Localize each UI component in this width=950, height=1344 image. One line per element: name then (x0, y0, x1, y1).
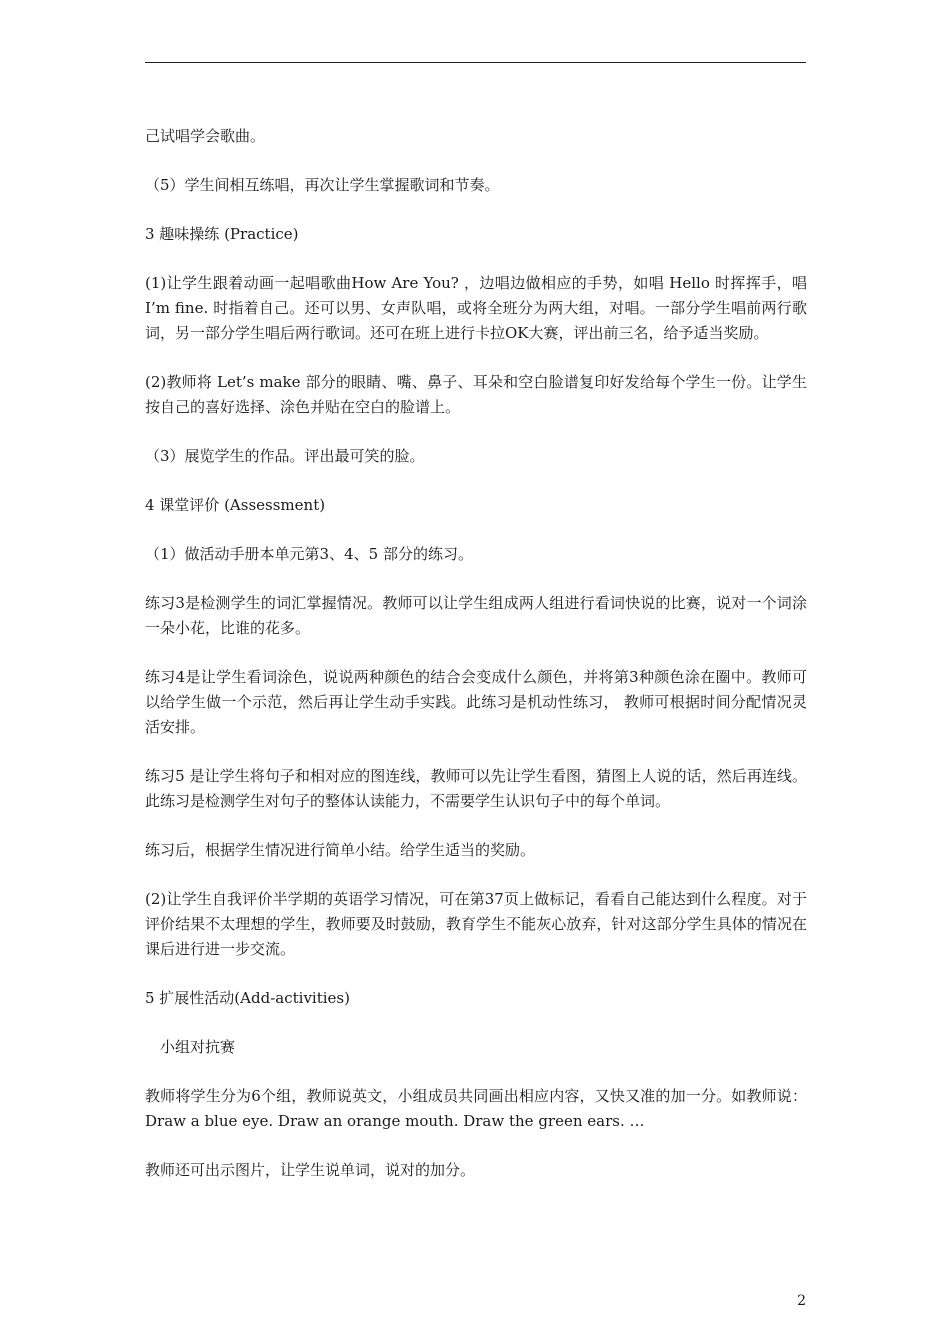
paragraph-exercise-4: 练习4是让学生看词涂色，说说两种颜色的结合会变成什么颜色，并将第3种颜色涂在圈中。教师可以给学生做一个示范，然后再让学生动手实践。此练习是机动性练习， 教师可根据时间分配情况灵活安排。 (145, 668, 807, 736)
paragraph-practice-2: (2)教师将 Let’s make 部分的眼睛、嘴、鼻子、耳朵和空白脸谱复印好发给每个学生一份。让学生按自己的喜好选择、涂色并贴在空白的脸谱上。 (145, 373, 807, 416)
paragraph-item-5: （5）学生间相互练唱，再次让学生掌握歌词和节奏。 (145, 176, 500, 194)
paragraph-exercise-5: 练习5 是让学生将句子和相对应的图连线，教师可以先让学生看图，猜图上人说的话，然后再连线。此练习是检测学生对句子的整体认读能力，不需要学生认识句子中的每个单词。 (145, 767, 807, 810)
paragraph-practice-3: （3）展览学生的作品。评出最可笑的脸。 (145, 447, 425, 465)
document-body (145, 124, 807, 1207)
section-heading-practice: 3 趣味操练 (Practice) (145, 225, 299, 243)
header-rule (145, 62, 806, 63)
paragraph-summary: 练习后，根据学生情况进行简单小结。给学生适当的奖励。 (145, 841, 536, 859)
section-heading-add-activities: 5 扩展性活动(Add-activities) (145, 989, 350, 1007)
paragraph-show-pictures: 教师还可出示图片，让学生说单词，说对的加分。 (145, 1161, 476, 1179)
paragraph-practice-1: (1)让学生跟着动画一起唱歌曲How Are You? ，边唱边做相应的手势，如唱 Hello 时挥挥手，唱 I’m fine. 时指着自己。还可以男、女声队唱，或将全班分为两大组，对唱。一部分学生唱前两行歌词，另一部分学生唱后两行歌词。还可在班上进行卡拉OK大赛，评出前三名，给予适当奖励。 (145, 274, 807, 342)
paragraph-assessment-1: （1）做活动手册本单元第3、4、5 部分的练习。 (145, 545, 473, 563)
section-heading-assessment: 4 课堂评价 (Assessment) (145, 496, 326, 514)
paragraph-group-contest: 教师将学生分为6个组，教师说英文，小组成员共同画出相应内容，又快又准的加一分。如教师说：Draw a blue eye. Draw an orange mouth. Draw the green ears. … (145, 1087, 807, 1130)
subheading-group-contest: 小组对抗赛 (145, 1038, 236, 1056)
paragraph-exercise-3: 练习3是检测学生的词汇掌握情况。教师可以让学生组成两人组进行看词快说的比赛，说对一个词涂一朵小花，比谁的花多。 (145, 594, 807, 637)
page-number: 2 (797, 1293, 806, 1309)
paragraph-assessment-2: (2)让学生自我评价半学期的英语学习情况，可在第37页上做标记，看看自己能达到什么程度。对于评价结果不太理想的学生，教师要及时鼓励，教育学生不能灰心放弃，针对这部分学生具体的情况在课后进行进一步交流。 (145, 890, 807, 958)
paragraph-continuation: 己试唱学会歌曲。 (145, 127, 266, 145)
